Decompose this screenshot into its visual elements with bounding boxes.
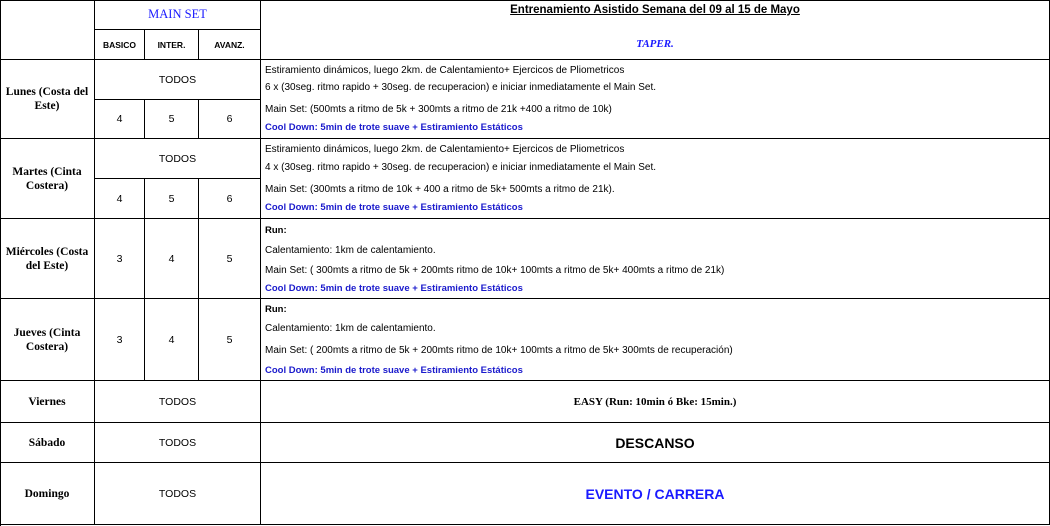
value-avanz: 5 (199, 219, 261, 299)
level-inter-header: INTER. (145, 30, 199, 60)
description-cell-jueves (261, 299, 1050, 381)
run-label: Run: (265, 304, 287, 315)
value-avanz: 6 (199, 179, 261, 219)
todos-cell: TODOS (95, 381, 261, 423)
cool-down-line: Cool Down: 5min de trote suave + Estiramiento Estáticos (265, 202, 523, 213)
warmup-line: Calentamiento: 1km de calentamiento. (265, 323, 436, 334)
value-basico: 3 (95, 219, 145, 299)
todos-cell: TODOS (95, 60, 261, 100)
main-set-line: Main Set: (500mts a ritmo de 5k + 300mts a ritmo de 21k +400 a ritmo de 10k) (265, 104, 612, 115)
day-cell-domingo: Domingo (0, 463, 95, 525)
main-set-line: Main Set: ( 200mts a ritmo de 5k + 200mts ritmo de 10k+ 100mts a ritmo de 5k+ 300mts de recuperación) (265, 345, 733, 356)
corner-cell (0, 0, 95, 60)
day-cell-miercoles: Miércoles (Costa del Este) (0, 219, 95, 299)
main-set-line: Main Set: (300mts a ritmo de 10k + 400 a ritmo de 5k+ 500mts a ritmo de 21k). (265, 184, 615, 195)
value-basico: 3 (95, 299, 145, 381)
warmup-line: Estiramiento dinámicos, luego 2km. de Calentamiento+ Ejercicos de Pliometricos (265, 65, 625, 76)
intervals-line: 4 x (30seg. ritmo rapido + 30seg. de recuperacion) e iniciar inmediatamente el Main Set. (265, 162, 657, 173)
value-avanz: 6 (199, 100, 261, 139)
value-basico: 4 (95, 179, 145, 219)
value-inter: 5 (145, 100, 199, 139)
value-inter: 4 (145, 299, 199, 381)
main-set-header: MAIN SET (95, 0, 261, 30)
todos-cell: TODOS (95, 423, 261, 463)
run-label: Run: (265, 225, 287, 236)
value-inter: 5 (145, 179, 199, 219)
level-avanz-header: AVANZ. (199, 30, 261, 60)
title-cell (261, 0, 1050, 60)
value-basico: 4 (95, 100, 145, 139)
level-basico-header: BASICO (95, 30, 145, 60)
cool-down-line: Cool Down: 5min de trote suave + Estiramiento Estáticos (265, 365, 523, 376)
rest-day-cell: DESCANSO (261, 423, 1050, 463)
day-cell-lunes: Lunes (Costa del Este) (0, 60, 95, 139)
value-avanz: 5 (199, 299, 261, 381)
description-cell-lunes (261, 60, 1050, 139)
easy-run-cell: EASY (Run: 10min ó Bke: 15min.) (261, 381, 1050, 423)
cool-down-line: Cool Down: 5min de trote suave + Estiramiento Estáticos (265, 122, 523, 133)
day-cell-martes: Martes (Cinta Costera) (0, 139, 95, 219)
value-inter: 4 (145, 219, 199, 299)
todos-cell: TODOS (95, 463, 261, 525)
todos-cell: TODOS (95, 139, 261, 179)
main-set-line: Main Set: ( 300mts a ritmo de 5k + 200mts ritmo de 10k+ 100mts a ritmo de 5k+ 400mts a ritmo de 21k) (265, 265, 725, 276)
warmup-line: Calentamiento: 1km de calentamiento. (265, 245, 436, 256)
day-cell-jueves: Jueves (Cinta Costera) (0, 299, 95, 381)
description-cell-martes (261, 139, 1050, 219)
warmup-line: Estiramiento dinámicos, luego 2km. de Calentamiento+ Ejercicos de Pliometricos (265, 144, 625, 155)
event-race-cell: EVENTO / CARRERA (261, 463, 1050, 525)
cool-down-line: Cool Down: 5min de trote suave + Estiramiento Estáticos (265, 283, 523, 294)
description-cell-miercoles (261, 219, 1050, 299)
intervals-line: 6 x (30seg. ritmo rapido + 30seg. de recuperacion) e iniciar inmediatamente el Main Set. (265, 82, 657, 93)
day-cell-sabado: Sábado (0, 423, 95, 463)
page-title: Entrenamiento Asistido Semana del 09 al 15 de Mayo (510, 4, 800, 16)
taper-label: TAPER. (636, 38, 674, 50)
day-cell-viernes: Viernes (0, 381, 95, 423)
